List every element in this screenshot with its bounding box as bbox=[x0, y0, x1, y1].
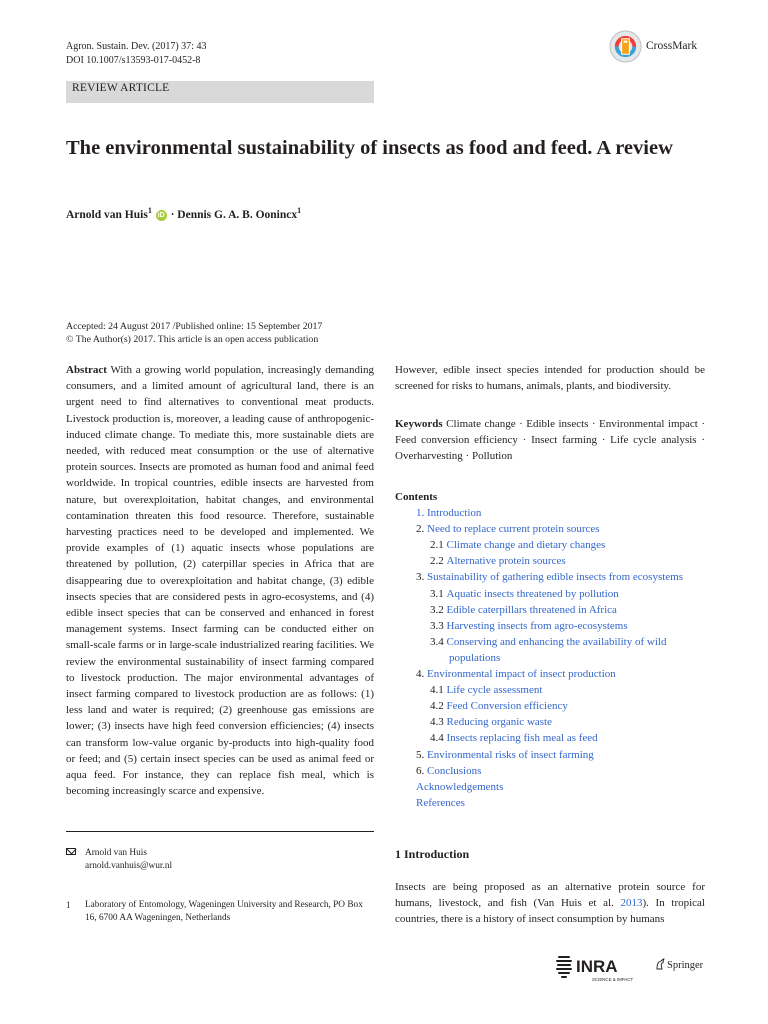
toc-item[interactable] bbox=[395, 730, 707, 746]
toc-label: Conserving and enhancing the availability of wild bbox=[446, 635, 667, 648]
toc-label: Reducing organic waste bbox=[446, 716, 552, 729]
springer-horse-icon bbox=[655, 958, 665, 970]
toc-label: Climate change and dietary changes bbox=[446, 539, 606, 552]
citation-link[interactable]: 2013 bbox=[620, 897, 643, 910]
toc-item[interactable] bbox=[395, 634, 707, 650]
inra-logo bbox=[556, 950, 648, 984]
toc-number: 3.4 bbox=[430, 635, 444, 648]
journal-citation bbox=[66, 40, 206, 68]
table-of-contents bbox=[395, 489, 707, 811]
toc-item[interactable] bbox=[395, 666, 707, 682]
toc-number: 2.2 bbox=[430, 555, 444, 568]
inra-wordmark: INRA bbox=[576, 957, 618, 976]
article-type: REVIEW ARTICLE bbox=[72, 82, 170, 94]
toc-number: 3.1 bbox=[430, 587, 444, 600]
abstract-text: With a growing world population, increasingly demanding consumers, and a limited amount of agricultural land, there is an urgent need to find alternatives to conventional meat products. Livestock production is, moreover, a leading cause of anthropogenic-induced climate change. To mediate this, more sustainable diets are needed, with reduced meat consumption or the use of alternative protein sources. Insects are promoted as human food and animal feed worldwide. In tropical countries, edible insects are harvested from nature, but overexploitation, habitat changes, and environmental contamination threaten this food resource. Therefore, sustainable harvesting practices need to be developed and implemented. We provide examples of (1) aquatic insects whose populations are threatened by pollution, (2) caterpillar species in Africa that are disappearing due to overexploitation and habitat change, (3) edible insects species that are considered pests in agro-ecosystems, and (4) edible insect species that can be conserved and enhanced in forest management systems. Insect farming can be conducted either on small-scale farms or in large-scale industrialized rearing facilities. We review the environmental sustainability of insect farming compared to livestock production. The major environmental advantages of insect farming compared to livestock production are as follows: (1) less land and water is required; (2) greenhouse gas emissions are lower; (3) insects have high feed conversion efficiencies; (4) insects can transform low-value organic by-products into high-quality food or feed; and (5) certain insect species can be used as animal feed or aqua feed. For instance, they can replace fish meal, which is becoming increasingly scarce and expensive. bbox=[66, 364, 374, 798]
toc-label: Edible caterpillars threatened in Africa bbox=[446, 603, 617, 616]
toc-item[interactable] bbox=[395, 795, 707, 811]
section-heading-introduction: 1 Introduction bbox=[395, 847, 470, 861]
footnote-divider bbox=[66, 831, 374, 832]
toc-item[interactable] bbox=[395, 505, 707, 521]
article-type-bar bbox=[66, 81, 374, 103]
author-separator: · bbox=[167, 208, 178, 221]
toc-item[interactable] bbox=[395, 586, 707, 602]
toc-item[interactable] bbox=[395, 602, 707, 618]
abstract-continuation: However, edible insect species intended for production should be screened for risks to humans, animals, plants, and biodiversity. bbox=[395, 364, 705, 393]
keywords-text: Climate change · Edible insects · Environmental impact · Feed conversion efficiency · Insect farming · Life cycle analysis · Overharvesting · Pollution bbox=[395, 418, 706, 463]
toc-number: 3.2 bbox=[430, 603, 444, 616]
toc-number: 4.3 bbox=[430, 716, 444, 729]
toc-item[interactable] bbox=[395, 779, 707, 795]
affiliation-mark: 1 bbox=[66, 900, 71, 910]
toc-item[interactable] bbox=[395, 698, 707, 714]
intro-text-after-ref: ). In tropical countries, there is a history of insect consumption by humans bbox=[395, 897, 705, 926]
crossmark-icon bbox=[609, 30, 642, 63]
toc-number: 4.4 bbox=[430, 732, 444, 745]
introduction-paragraph bbox=[395, 879, 705, 928]
toc-number: 2.1 bbox=[430, 539, 444, 552]
article-title: The environmental sustainability of insects as food and feed. A review bbox=[66, 137, 673, 159]
author-line bbox=[66, 206, 301, 221]
springer-label: Springer bbox=[667, 960, 704, 971]
intro-text-before-ref: Insects are being proposed as an alternative protein source for humans, livestock, and fish (Van Huis et al. bbox=[395, 881, 705, 910]
toc-label: Acknowledgements bbox=[416, 780, 504, 793]
toc-label: Feed Conversion efficiency bbox=[446, 700, 568, 713]
keywords-label: Keywords bbox=[395, 418, 443, 430]
toc-number: 3.3 bbox=[430, 619, 444, 632]
author-1-affiliation-mark: 1 bbox=[147, 206, 152, 215]
toc-label: Need to replace current protein sources bbox=[427, 523, 600, 536]
toc-item[interactable] bbox=[395, 763, 707, 779]
keywords-block bbox=[395, 416, 705, 465]
toc-item[interactable] bbox=[395, 521, 707, 537]
toc-label: Introduction bbox=[427, 507, 482, 520]
toc-number: 4.1 bbox=[430, 684, 444, 697]
toc-number: 4. bbox=[416, 668, 425, 681]
toc-label: Environmental impact of insect production bbox=[427, 668, 616, 681]
springer-logo bbox=[655, 958, 703, 971]
toc-item[interactable] bbox=[395, 569, 707, 585]
envelope-icon bbox=[66, 847, 78, 860]
toc-item[interactable] bbox=[395, 537, 707, 553]
toc-label: Life cycle assessment bbox=[446, 684, 543, 697]
orcid-icon[interactable]: iD bbox=[157, 211, 165, 219]
doi-line[interactable]: DOI 10.1007/s13593-017-0452-8 bbox=[66, 55, 201, 66]
toc-item[interactable] bbox=[395, 618, 707, 634]
corresponding-author-name: Arnold van Huis bbox=[85, 848, 147, 858]
toc-label: Insects replacing fish meal as feed bbox=[446, 732, 598, 745]
toc-item-continuation[interactable] bbox=[395, 650, 707, 666]
copyright-line: © The Author(s) 2017. This article is an open access publication bbox=[66, 334, 319, 345]
toc-item[interactable] bbox=[395, 682, 707, 698]
toc-label: Sustainability of gathering edible insects from ecosystems bbox=[427, 571, 684, 584]
toc-number: 5. bbox=[416, 748, 425, 761]
author-1[interactable]: Arnold van Huis bbox=[66, 208, 148, 221]
toc-number: 6. bbox=[416, 764, 425, 777]
toc-label: Alternative protein sources bbox=[446, 555, 566, 568]
corresponding-author-details bbox=[85, 847, 375, 872]
toc-label: Aquatic insects threatened by pollution bbox=[446, 587, 619, 600]
toc-label: Harvesting insects from agro-ecosystems bbox=[446, 619, 628, 632]
affiliation-text: Laboratory of Entomology, Wageningen University and Research, PO Box 16, 6700 AA Wageningen, Netherlands bbox=[85, 900, 363, 923]
crossmark-badge[interactable] bbox=[609, 30, 701, 64]
toc-number: 3. bbox=[416, 571, 425, 584]
crossmark-label: CrossMark bbox=[646, 40, 698, 52]
inra-tagline: SCIENCE & IMPACT bbox=[592, 977, 634, 982]
toc-label: populations bbox=[449, 651, 501, 664]
toc-label: References bbox=[416, 796, 465, 809]
accepted-date: Accepted: 24 August 2017 /Published online: 15 September 2017 bbox=[66, 321, 323, 332]
author-2-affiliation-mark: 1 bbox=[297, 206, 302, 215]
contents-title: Contents bbox=[395, 491, 438, 503]
journal-line: Agron. Sustain. Dev. (2017) 37: 43 bbox=[66, 41, 207, 52]
abstract-label: Abstract bbox=[66, 364, 107, 376]
toc-label: Conclusions bbox=[427, 764, 482, 777]
author-2[interactable]: Dennis G. A. B. Oonincx bbox=[177, 208, 298, 221]
toc-item[interactable] bbox=[395, 747, 707, 763]
toc-item[interactable] bbox=[395, 714, 707, 730]
toc-number: 4.2 bbox=[430, 700, 444, 713]
publication-dates bbox=[66, 320, 366, 346]
toc-number: 2. bbox=[416, 523, 425, 536]
abstract-block bbox=[66, 362, 374, 799]
toc-label: Environmental risks of insect farming bbox=[427, 748, 594, 761]
toc-item[interactable] bbox=[395, 553, 707, 569]
toc-number: 1. bbox=[416, 507, 425, 520]
corresponding-author-email[interactable]: arnold.vanhuis@wur.nl bbox=[85, 860, 173, 871]
